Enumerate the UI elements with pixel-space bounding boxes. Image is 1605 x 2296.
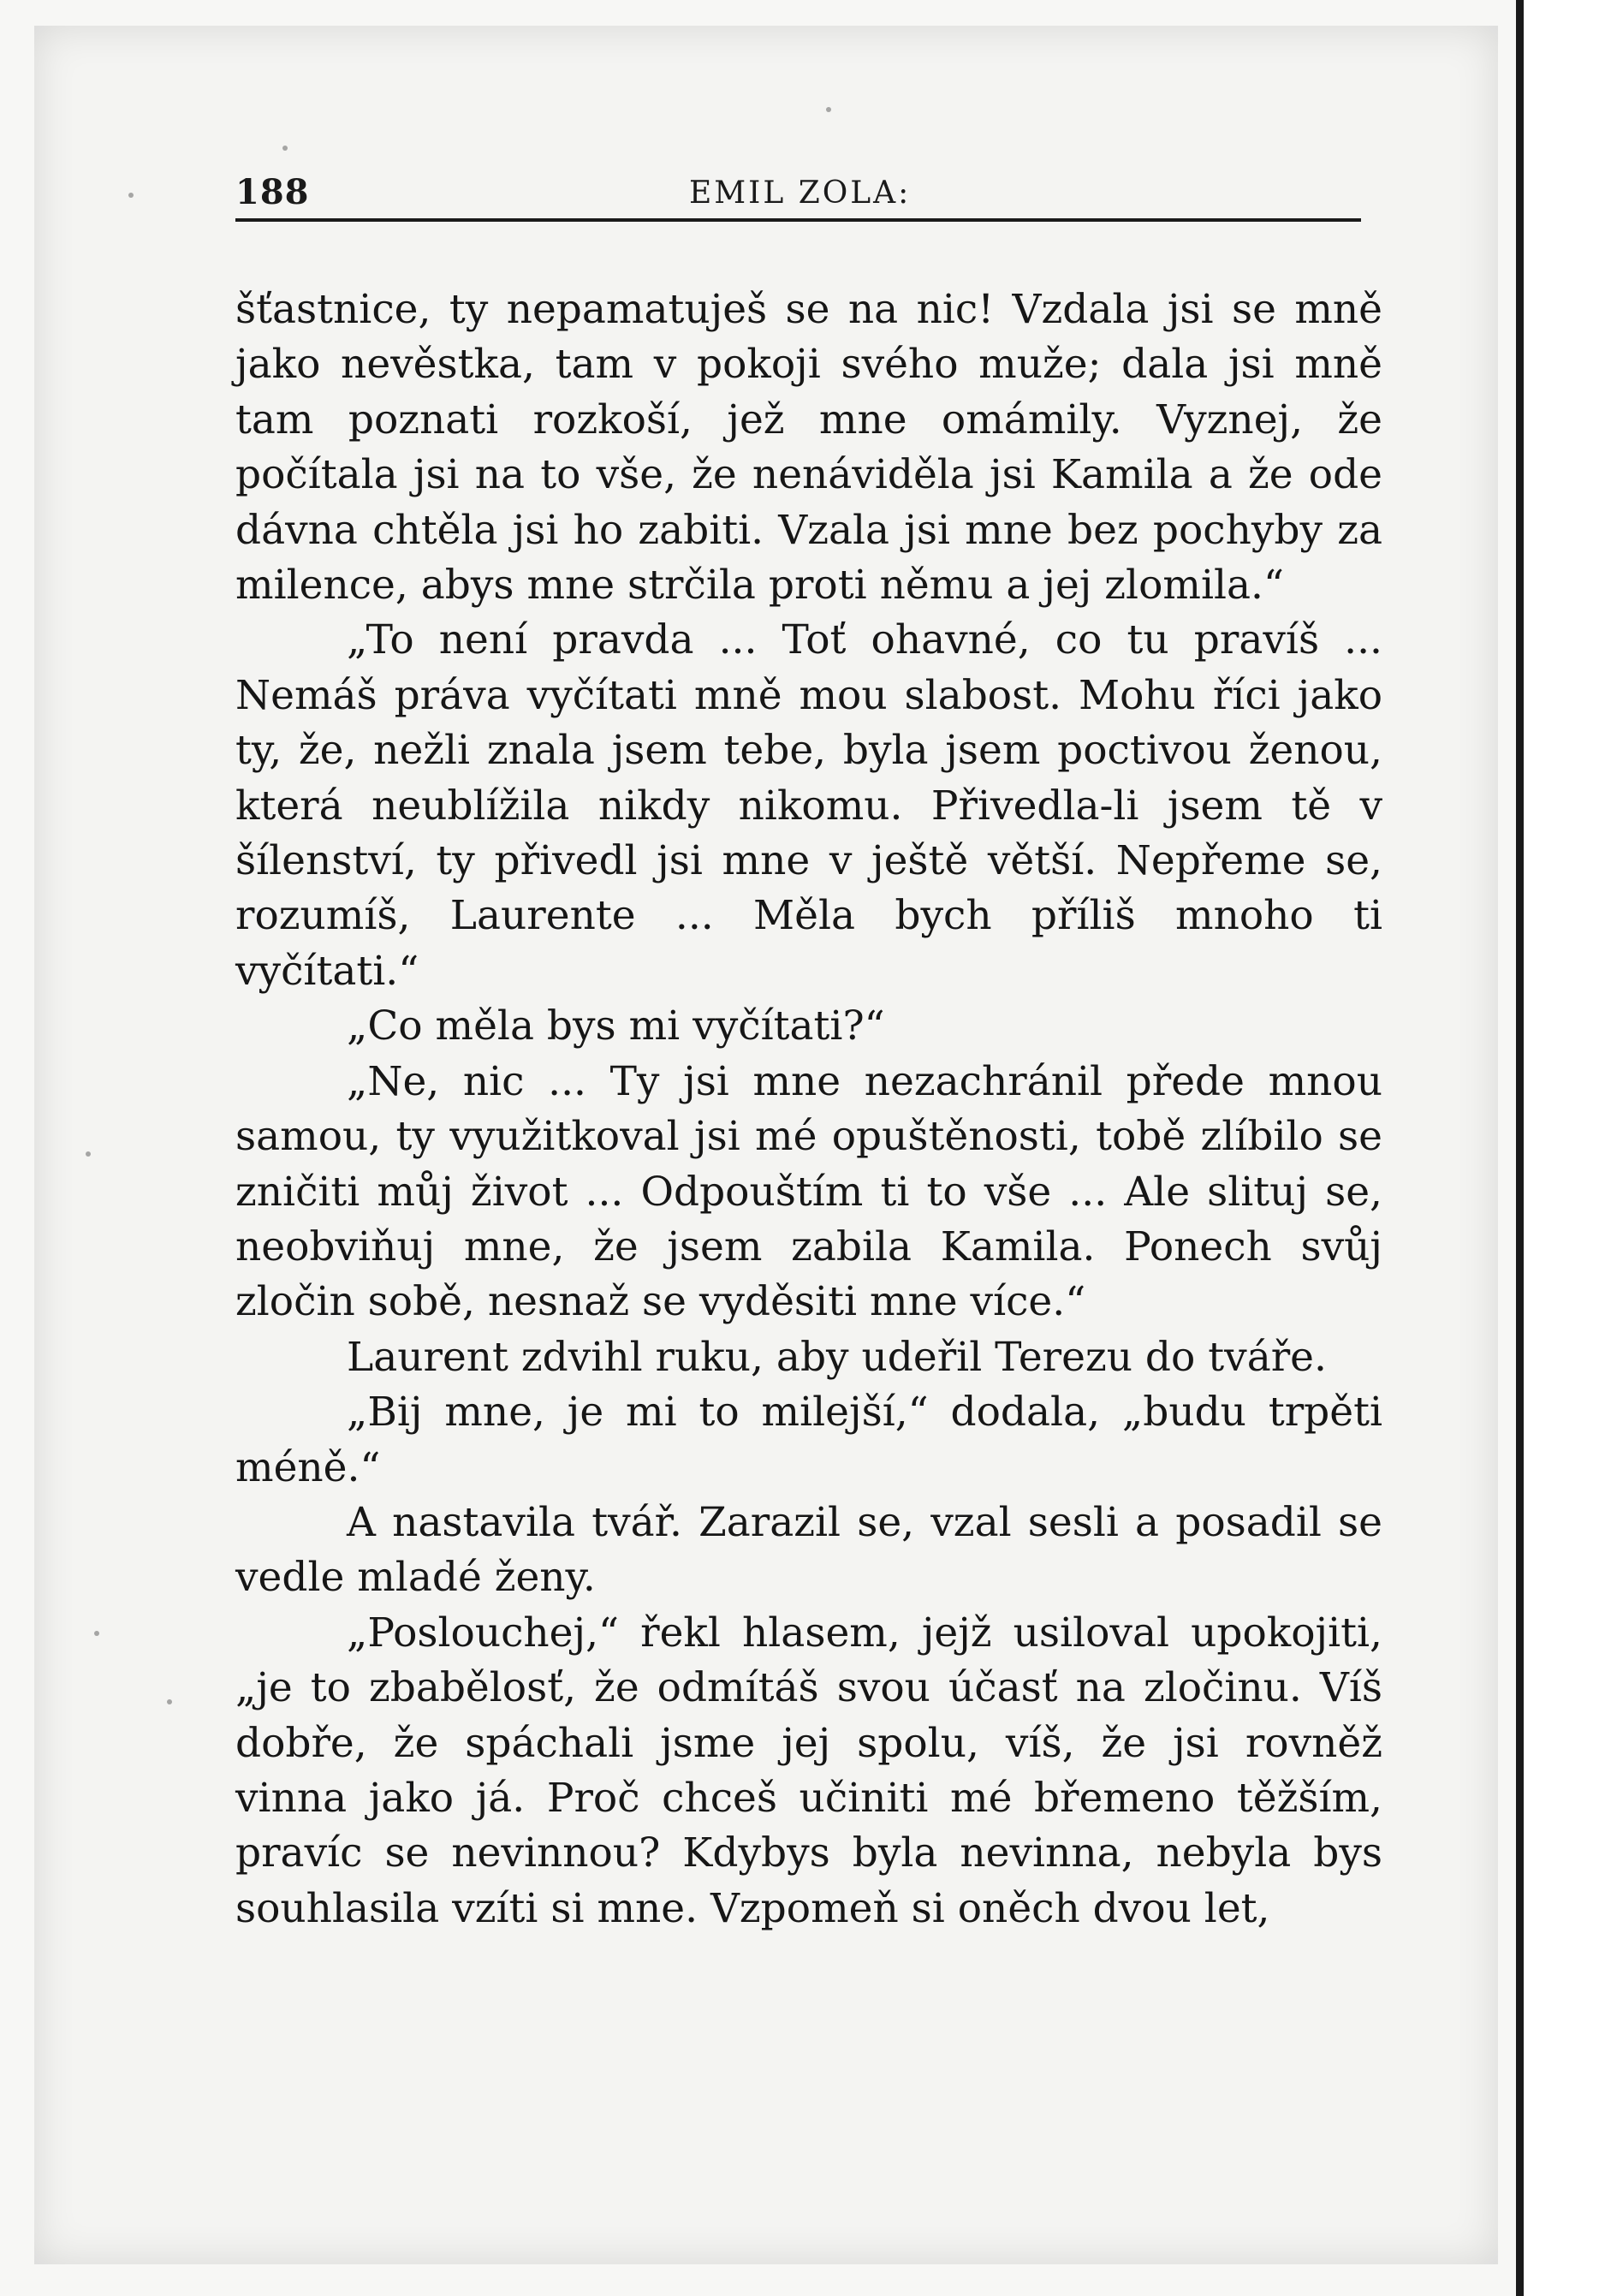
paragraph-continuation: šťastnice, ty nepamatuješ se na nic! Vzdala jsi se mně jako nevěstka, tam v pokoji svého muže; dala jsi mně tam poznati rozkoší, jež mne omámily. Vyznej, že počítala jsi na to vše, že nenáviděla jsi Kamila a že ode dávna chtěla jsi ho zabiti. Vzala jsi mne bez pochyby za milence, abys mne strčila proti němu a jej zlomila.“ (235, 286, 1382, 610)
paragraph: „To není pravda ... Toť ohavné, co tu pravíš ... Nemáš práva vyčítati mně mou slabost. Mohu říci jako ty, že, nežli znala jsem tebe, byla jsem poctivou ženou, která neublížila nikdy nikomu. Přivedla-li jsem tě v šílenství, ty přivedl jsi mne v ještě větší. Nepřeme se, rozumíš, Laurente ... Měla bych příliš mnoho ti vyčítati.“ (235, 616, 1382, 995)
page-gutter-line (1516, 0, 1524, 2296)
dust-speck (128, 193, 134, 198)
paragraph: „Bij mne, je mi to milejší,“ dodala, „budu trpěti méně.“ (235, 1389, 1382, 1491)
page-header (235, 167, 1361, 222)
paragraph: Laurent zdvihl ruku, aby udeřil Terezu do tváře. (347, 1333, 1327, 1381)
paragraph: „Ne, nic ... Ty jsi mne nezachránil přede mnou samou, ty využitkoval jsi mé opuštěnosti, tobě zlíbilo se zničiti můj život ... Odpouštím ti to vše ... Ale slituj se, neobviňuj mne, že jsem zabila Kamila. Ponech svůj zločin sobě, nesnaž se vyděsiti mne více.“ (235, 1057, 1382, 1326)
dust-speck (167, 1699, 172, 1704)
paragraph: „Poslouchej,“ řekl hlasem, jejž usiloval upokojiti, „je to zbabělosť, že odmítáš svou účasť na zločinu. Víš dobře, že spáchali jsme jej spolu, víš, že jsi rovněž vinna jako já. Proč chceš učiniti mé břemeno těžším, pravíc se nevinnou? Kdybys byla nevinna, nebyla bys souhlasila vzíti si mne. Vzpomeň si oněch dvou let, (235, 1609, 1382, 1932)
paragraph: A nastavila tvář. Zarazil se, vzal sesli a posadil se vedle mladé ženy. (235, 1498, 1382, 1602)
dust-speck (826, 107, 831, 112)
scan-margin (1524, 0, 1605, 2296)
dust-speck (94, 1631, 99, 1636)
dust-speck (86, 1151, 91, 1157)
paragraph: „Co měla bys mi vyčítati?“ (347, 1002, 885, 1050)
dust-speck (282, 146, 288, 151)
body-text (235, 283, 1382, 1936)
page-number: 188 (235, 172, 310, 212)
running-head: EMIL ZOLA: (689, 175, 912, 211)
